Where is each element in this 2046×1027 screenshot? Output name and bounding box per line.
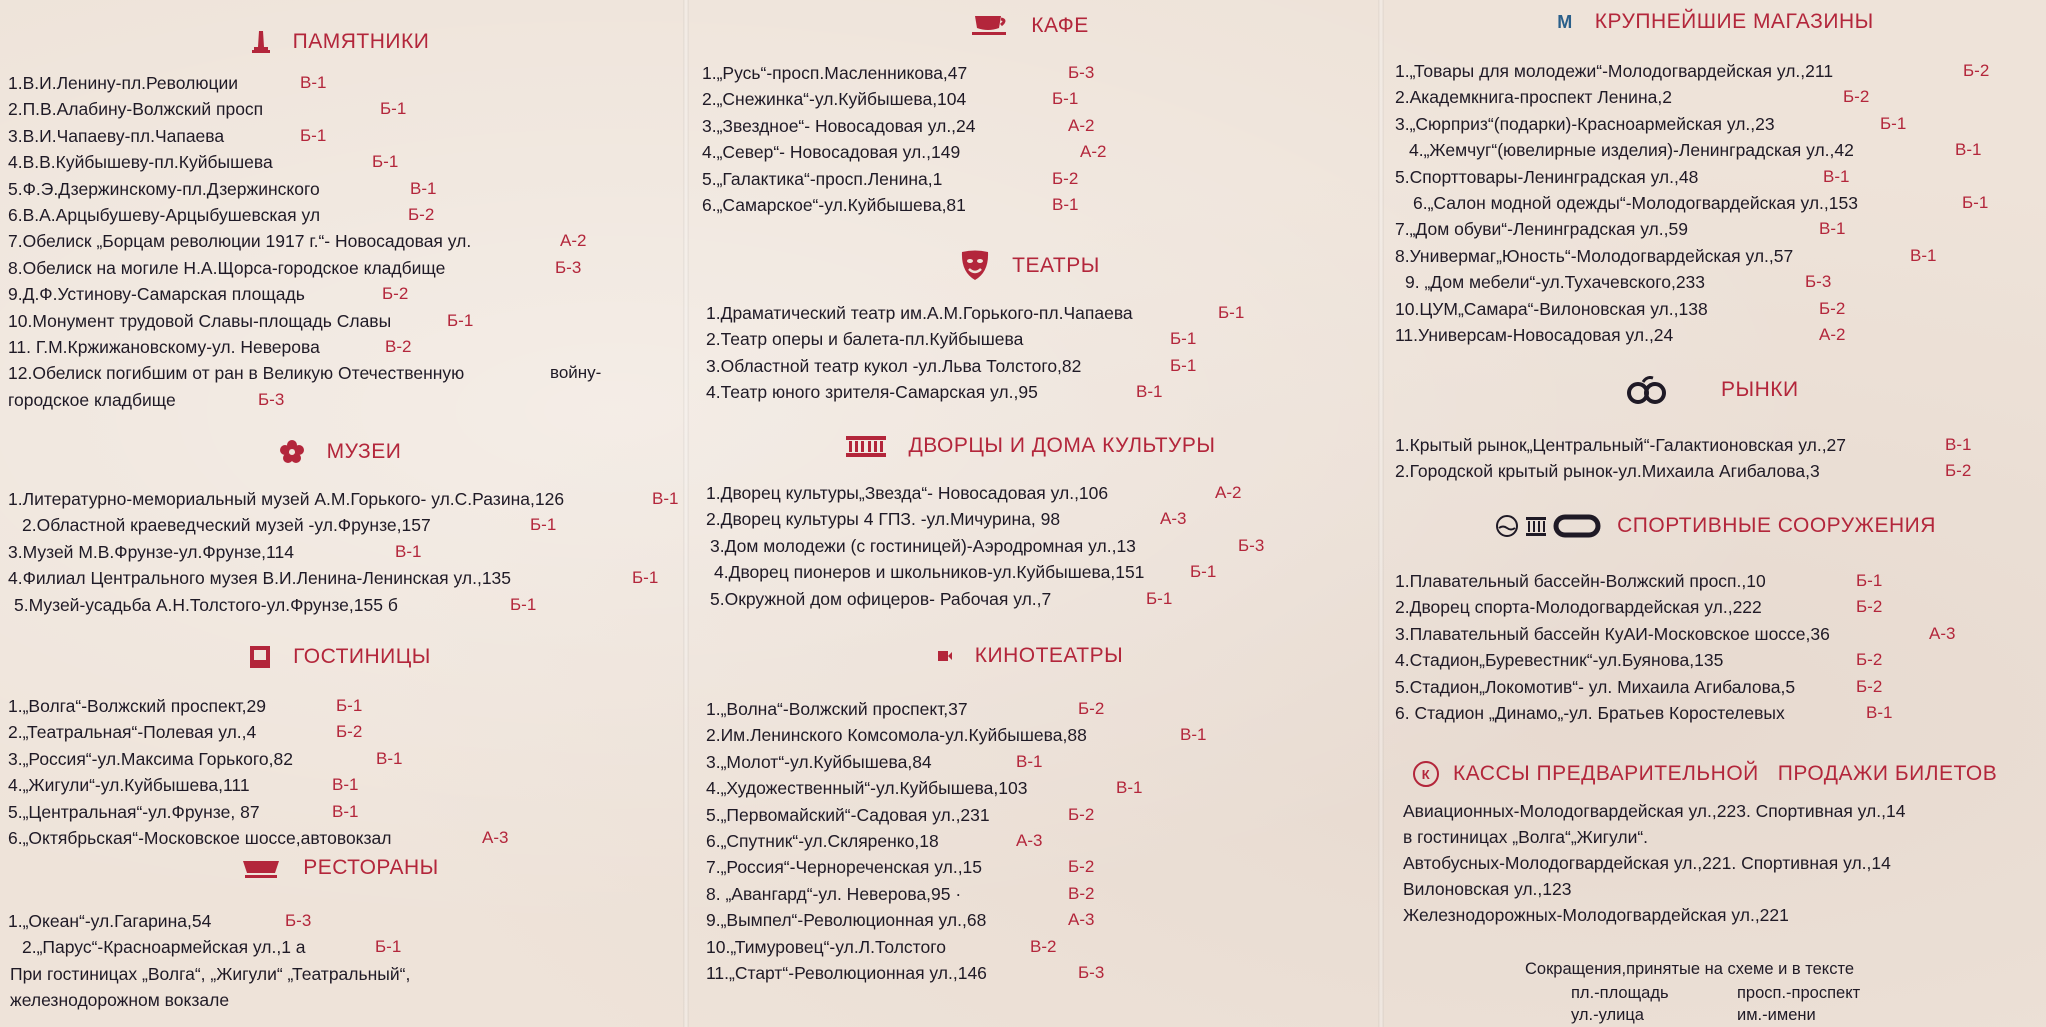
fruit-icon	[1625, 376, 1669, 404]
list-item	[0, 96, 680, 122]
grid-ref: Б-1	[530, 515, 557, 535]
section-title: ПАМЯТНИКИ	[292, 30, 430, 53]
fold-line-right	[1378, 0, 1384, 1027]
item-text: 5.Окружной дом офицеров- Рабочая ул.,7	[710, 588, 1052, 609]
list-item	[1385, 647, 2046, 673]
grid-ref: В-1	[1052, 194, 1079, 214]
tickets-line: Железнодорожных-Молодогвардейская ул.,221	[1403, 905, 1789, 925]
list-item	[1385, 621, 2046, 647]
list-item	[0, 70, 680, 96]
item-text: 3.Областной театр кукол -ул.Льва Толстого,82	[706, 355, 1082, 376]
item-text: 1.„Океан“-ул.Гагарина,54	[8, 911, 212, 931]
section-title: СПОРТИВНЫЕ СООРУЖЕНИЯ	[1617, 514, 1936, 537]
section-museums	[0, 432, 680, 618]
item-text: 7.„Россия“-Чернореченская ул.,15	[706, 857, 983, 878]
building-icon	[845, 434, 887, 458]
section-title: КИНОТЕАТРЫ	[974, 644, 1124, 667]
grid-ref: В-1	[395, 541, 422, 561]
grid-ref: Б-2	[336, 722, 363, 742]
item-text: 11.Универсам-Новосадовая ул.,24	[1395, 324, 1674, 345]
tickets-lines	[1385, 798, 2046, 928]
list-item	[1385, 322, 2046, 348]
grid-ref: Б-3	[285, 911, 312, 930]
item-text: 5.Стадион„Локомотив“- ул. Михаила Агибалова,5	[1395, 676, 1796, 697]
grid-ref: А-3	[1160, 509, 1187, 529]
list-item	[690, 775, 1370, 801]
list-item	[0, 334, 680, 360]
grid-ref: В-1	[1016, 751, 1043, 771]
item-text: 1.„Волна“-Волжский проспект,37	[706, 699, 968, 719]
grid-ref: Б-1	[632, 568, 659, 588]
list-item	[1385, 594, 2046, 620]
grid-ref: В-1	[1945, 435, 1972, 454]
item-text: 5.„Центральная“-ул.Фрунзе, 87	[8, 801, 260, 822]
grid-ref: А-2	[560, 231, 587, 251]
item-text: 3.„Россия“-ул.Максима Горького,82	[8, 748, 293, 769]
ticket-office-icon: К	[1413, 761, 1439, 787]
grid-ref: А-3	[1016, 830, 1043, 850]
section-title: КАФЕ	[1031, 14, 1089, 37]
grid-ref: Б-2	[1963, 61, 1990, 80]
tickets-line: в гостиницах „Волга“„Жигули“.	[1403, 827, 1649, 847]
list-item	[1385, 432, 2046, 458]
section-title: КАССЫ ПРЕДВАРИТЕЛЬНОЙ ПРОДАЖИ БИЛЕТОВ	[1453, 762, 1998, 785]
restaurants-note-1: При гостиницах „Волга“, „Жигули“ „Театральный“,	[10, 963, 411, 984]
list-item	[0, 228, 680, 254]
list-item	[0, 512, 680, 538]
grid-ref: А-2	[1080, 142, 1107, 162]
grid-ref: В-1	[652, 489, 679, 508]
grid-ref: В-1	[410, 178, 437, 198]
section-title: КРУПНЕЙШИЕ МАГАЗИНЫ	[1594, 10, 1874, 33]
list-item	[690, 696, 1370, 722]
grid-ref: Б-1	[1190, 562, 1217, 582]
item-text: 12.Обелиск погибшим от ран в Великую Отечественную	[8, 363, 465, 384]
section-header	[690, 636, 1370, 676]
grid-ref: Б-1	[1146, 588, 1173, 608]
grid-ref: Б-2	[1945, 461, 1972, 481]
section-cinemas	[690, 636, 1370, 986]
item-text: 5.Музей-усадьба А.Н.Толстого-ул.Фрунзе,155 б	[14, 594, 398, 615]
list-item	[1385, 243, 2046, 269]
grid-ref: Б-1	[447, 310, 474, 330]
grid-ref: Б-1	[372, 152, 399, 172]
item-text: 1.Плавательный бассейн-Волжский просп.,10	[1395, 571, 1766, 591]
metro-icon: М	[1557, 11, 1573, 32]
item-text: 7.Обелиск „Борцам революции 1917 г.“- Новосадовая ул.	[8, 231, 472, 252]
grid-ref: Б-3	[1238, 535, 1265, 555]
mask-icon	[960, 250, 990, 282]
item-text: 8.Универмаг„Юность“-Молодогвардейская ул.,57	[1395, 245, 1794, 266]
list-item	[690, 113, 1370, 139]
grid-ref: Б-1	[1170, 329, 1197, 349]
item-text: 2.П.В.Алабину-Волжский просп	[8, 99, 264, 120]
grid-ref: Б-2	[1819, 298, 1846, 318]
swimming-icon	[1495, 514, 1519, 538]
list-item	[0, 176, 680, 202]
list-item	[690, 86, 1370, 112]
list-item	[1385, 137, 2046, 163]
grid-ref: А-2	[1068, 115, 1095, 135]
section-monuments	[0, 22, 680, 413]
item-text: 9.„Вымпел“-Революционная ул.,68	[706, 910, 987, 931]
item-text: 5.Ф.Э.Дзержинскому-пл.Дзержинского	[8, 178, 320, 199]
item-text: 4.„Жемчуг“(ювелирные изделия)-Ленинградская ул.,42	[1409, 140, 1854, 161]
list-item	[690, 934, 1370, 960]
list-item	[0, 772, 680, 798]
item-text: 2.Театр оперы и балета-пл.Куйбышева	[706, 329, 1024, 350]
section-palaces	[690, 426, 1370, 612]
item-text: 3.„Молот“-ул.Куйбышева,84	[706, 751, 932, 772]
grid-ref: В-1	[1866, 702, 1893, 722]
item-text: городское кладбище	[8, 389, 176, 410]
list-item	[1385, 58, 2046, 84]
section-header	[690, 426, 1370, 466]
grid-ref: Б-1	[336, 696, 363, 715]
list-item	[0, 799, 680, 825]
section-hotels	[0, 637, 680, 851]
section-cafes	[690, 6, 1370, 218]
list-item	[0, 934, 680, 960]
list-item	[0, 592, 680, 618]
list-item	[690, 300, 1370, 326]
section-header	[0, 637, 680, 677]
item-text: 4.„Жигули“-ул.Куйбышева,111	[8, 775, 250, 796]
section-header	[0, 432, 680, 472]
restaurants-note-2: железнодорожном вокзале	[10, 989, 230, 1010]
item-text: 6.„Спутник“-ул.Скляренко,18	[706, 830, 939, 851]
item-text: 8.Обелиск на могиле Н.А.Щорса-городское кладбище	[8, 257, 446, 278]
list-item	[1385, 84, 2046, 110]
item-text: 5.Спорттовары-Ленинградская ул.,48	[1395, 166, 1699, 187]
list-item	[1385, 700, 2046, 726]
item-text: 1.„Волга“-Волжский проспект,29	[8, 696, 266, 716]
list-item	[690, 192, 1370, 218]
list-item	[0, 123, 680, 149]
item-text: 3.Плавательный бассейн КуАИ-Московское шоссе,36	[1395, 623, 1830, 644]
grid-ref: Б-1	[510, 594, 537, 614]
column-right	[1385, 0, 2046, 1027]
item-text: 5.„Галактика“-просп.Ленина,1	[702, 168, 943, 189]
list-item	[0, 149, 680, 175]
grid-ref: Б-1	[1170, 355, 1197, 375]
grid-ref: А-3	[482, 827, 509, 847]
item-text: 2.„Снежинка“-ул.Куйбышева,104	[702, 89, 967, 110]
list-item	[0, 281, 680, 307]
item-text: 8. „Авангард“-ул. Неверова,95 ·	[706, 883, 962, 904]
item-text: 1.Литературно-мемориальный музей А.М.Горького- ул.С.Разина,126	[8, 489, 565, 509]
grid-ref: Б-2	[1856, 597, 1883, 617]
list-item	[0, 539, 680, 565]
item-text: 10.Монумент трудовой Славы-площадь Славы	[8, 310, 392, 331]
item-text: 1.В.И.Ленину-пл.Революции	[8, 73, 239, 93]
item-text: 10.„Тимуровец“-ул.Л.Толстого	[706, 936, 946, 957]
tickets-line: Вилоновская ул.,123	[1403, 879, 1572, 899]
grid-ref: Б-2	[1856, 676, 1883, 696]
grid-ref: В-1	[332, 775, 359, 795]
grid-ref: Б-3	[555, 257, 582, 277]
item-text: 4.„Север“- Новосадовая ул.,149	[702, 142, 961, 163]
section-restaurants	[0, 848, 680, 1013]
list-item	[0, 719, 680, 745]
list-item	[1385, 269, 2046, 295]
grid-ref: войну-	[550, 363, 602, 383]
grid-ref: В-1	[1823, 166, 1850, 186]
item-text: 2.Областной краеведческий музей -ул.Фрунзе,157	[22, 515, 431, 536]
flower-icon	[279, 439, 305, 465]
item-text: 2.Дворец спорта-Молодогвардейская ул.,222	[1395, 597, 1762, 618]
grid-ref: Б-1	[1962, 192, 1989, 212]
list-item	[690, 506, 1370, 532]
camera-icon	[937, 649, 953, 663]
section-header	[0, 848, 680, 888]
list-item	[1385, 216, 2046, 242]
list-item	[690, 828, 1370, 854]
item-text: 2.Академкнига-проспект Ленина,2	[1395, 87, 1672, 108]
list-item	[0, 255, 680, 281]
grid-ref: Б-3	[258, 389, 285, 409]
abbreviations-title: Сокращения,принятые на схеме и в тексте	[1525, 960, 1855, 978]
list-item	[690, 854, 1370, 880]
list-item	[690, 166, 1370, 192]
section-title: ДВОРЦЫ И ДОМА КУЛЬТУРЫ	[908, 434, 1216, 457]
cup-icon	[971, 14, 1009, 38]
item-text: 6. Стадион „Динамо„-ул. Братьев Коростелевых	[1395, 702, 1785, 723]
item-text: 4.В.В.Куйбышеву-пл.Куйбышева	[8, 152, 273, 173]
grid-ref: Б-1	[380, 99, 407, 119]
list-item	[0, 308, 680, 334]
abbr-im: им.-имени	[1737, 1006, 1816, 1024]
grid-ref: В-1	[376, 748, 403, 768]
item-text: 4.„Художественный“-ул.Куйбышева,103	[706, 778, 1028, 799]
grid-ref: В-2	[385, 336, 412, 356]
grid-ref: В-1	[332, 801, 359, 821]
list-item	[690, 326, 1370, 352]
tickets-line: Автобусных-Молодогвардейская ул.,221. Спортивная ул.,14	[1403, 853, 1891, 873]
list-item	[1385, 458, 2046, 484]
item-text: 6.„Самарское“-ул.Куйбышева,81	[702, 194, 966, 215]
item-text: 2.„Парус“-Красноармейская ул.,1 а	[22, 937, 306, 958]
list-item	[1385, 674, 2046, 700]
section-title: ТЕАТРЫ	[1012, 254, 1100, 277]
item-text: 4.Филиал Центрального музея В.И.Ленина-Ленинская ул.,135	[8, 568, 512, 589]
grid-ref: А-3	[1068, 910, 1095, 930]
grid-ref: Б-1	[300, 125, 327, 145]
grid-ref: Б-2	[1078, 699, 1105, 718]
grid-ref: В-1	[1180, 725, 1207, 745]
item-text: 3.„Сюрприз“(подарки)-Красноармейская ул.,23	[1395, 113, 1775, 134]
list-item	[0, 746, 680, 772]
section-header	[1385, 370, 2046, 410]
section-header	[1385, 754, 2046, 794]
section-shops	[1385, 2, 2046, 348]
list-item	[0, 486, 680, 512]
section-title: РЫНКИ	[1721, 378, 1799, 401]
list-item	[690, 480, 1370, 506]
section-header	[1385, 2, 2046, 42]
list-item	[690, 60, 1370, 86]
grid-ref: Б-2	[1843, 87, 1870, 107]
list-item	[1385, 296, 2046, 322]
grid-ref: Б-2	[1068, 804, 1095, 824]
item-text: 10.ЦУМ„Самара“-Вилоновская ул.,138	[1395, 298, 1708, 319]
section-header	[690, 246, 1370, 286]
section-sports	[1385, 506, 2046, 726]
item-text: 1.Дворец культуры„Звезда“- Новосадовая ул.,106	[706, 483, 1109, 503]
item-text: 3.Дом молодежи (с гостиницей)-Аэродромная ул.,13	[710, 535, 1136, 556]
item-text: 6.„Салон модной одежды“-Молодогвардейская ул.,153	[1413, 192, 1858, 213]
list-item	[1385, 568, 2046, 594]
item-text: 2.„Театральная“-Полевая ул.,4	[8, 722, 257, 743]
item-text: 4.Театр юного зрителя-Самарская ул.,95	[706, 382, 1038, 403]
list-item	[690, 722, 1370, 748]
grid-ref: А-2	[1215, 483, 1242, 502]
list-item	[690, 533, 1370, 559]
bed-icon	[249, 645, 271, 669]
column-middle	[690, 0, 1370, 1027]
grid-ref: Б-1	[1052, 89, 1079, 109]
item-text: 11. Г.М.Кржижановскому-ул. Неверова	[8, 336, 320, 357]
list-item	[0, 202, 680, 228]
monument-icon	[251, 30, 271, 54]
grid-ref: Б-2	[1856, 650, 1883, 670]
list-item	[690, 353, 1370, 379]
list-item	[690, 586, 1370, 612]
section-header	[1385, 506, 2046, 546]
item-text: 2.Городской крытый рынок-ул.Михаила Агибалова,3	[1395, 461, 1820, 482]
item-text: 3.В.И.Чапаеву-пл.Чапаева	[8, 125, 225, 146]
grid-ref: Б-1	[375, 937, 402, 957]
list-item	[690, 749, 1370, 775]
grid-ref: В-2	[1030, 936, 1057, 956]
column-left	[0, 0, 680, 1027]
pool-icon	[1525, 515, 1547, 537]
grid-ref: А-3	[1929, 623, 1956, 643]
list-item	[1385, 190, 2046, 216]
grid-ref: В-1	[1136, 382, 1163, 402]
list-item	[690, 907, 1370, 933]
list-item	[690, 960, 1370, 986]
list-item	[0, 387, 680, 413]
item-text: 6.„Октябрьская“-Московское шоссе,автовокзал	[8, 827, 392, 848]
item-text: 4.Стадион„Буревестник“-ул.Буянова,135	[1395, 650, 1724, 671]
section-title: РЕСТОРАНЫ	[303, 856, 439, 879]
grid-ref: В-2	[1068, 883, 1095, 903]
item-text: 1.Драматический театр им.А.М.Горького-пл.Чапаева	[706, 303, 1133, 323]
grid-ref: Б-2	[382, 284, 409, 304]
list-item	[0, 565, 680, 591]
section-markets	[1385, 370, 2046, 485]
grid-ref: Б-2	[1068, 857, 1095, 877]
section-header	[0, 22, 680, 62]
grid-ref: Б-1	[1880, 113, 1907, 133]
list-item	[690, 881, 1370, 907]
bowl-icon	[241, 857, 281, 879]
section-theatres	[690, 246, 1370, 406]
item-text: 5.„Первомайский“-Садовая ул.,231	[706, 804, 990, 825]
item-text: 9. „Дом мебели“-ул.Тухачевского,233	[1405, 272, 1706, 293]
item-text: 4.Дворец пионеров и школьников-ул.Куйбышева,151	[714, 562, 1145, 583]
stadium-icon	[1553, 514, 1601, 538]
list-item	[0, 360, 680, 386]
tickets-line: Авиационных-Молодогвардейская ул.,223. Спортивная ул.,14	[1403, 801, 1906, 821]
section-header	[690, 6, 1370, 46]
item-text: 11.„Старт“-Революционная ул.,146	[706, 962, 987, 983]
grid-ref: В-1	[1819, 219, 1846, 239]
grid-ref: Б-2	[408, 204, 435, 224]
item-text: 7.„Дом обуви“-Ленинградская ул.,59	[1395, 219, 1688, 240]
item-text: 3.„Звездное“- Новосадовая ул.,24	[702, 115, 976, 136]
item-text: 9.Д.Ф.Устинову-Самарская площадь	[8, 284, 305, 305]
item-text: 2.Дворец культуры 4 ГПЗ. -ул.Мичурина, 98	[706, 509, 1061, 530]
grid-ref: В-1	[300, 73, 327, 92]
grid-ref: Б-1	[1856, 571, 1883, 590]
section-title: МУЗЕИ	[326, 440, 402, 463]
section-tickets	[1385, 754, 2046, 928]
list-item	[690, 802, 1370, 828]
fold-line-left	[683, 0, 689, 1027]
list-item	[690, 379, 1370, 405]
item-text: 6.В.А.Арцыбушеву-Арцыбушевская ул	[8, 204, 321, 225]
grid-ref: А-2	[1819, 324, 1846, 344]
grid-ref: Б-3	[1078, 962, 1105, 982]
item-text: 2.Им.Ленинского Комсомола-ул.Куйбышева,88	[706, 725, 1087, 746]
grid-ref: Б-2	[1052, 168, 1079, 188]
list-item	[0, 908, 680, 934]
list-item	[1385, 111, 2046, 137]
abbr-prosp: просп.-проспект	[1737, 984, 1861, 1002]
grid-ref: Б-3	[1068, 63, 1095, 82]
grid-ref: Б-1	[1218, 303, 1245, 322]
item-text: 1.Крытый рынок„Центральный“-Галактионовская ул.,27	[1395, 435, 1847, 455]
grid-ref: В-1	[1910, 245, 1937, 265]
list-item	[0, 693, 680, 719]
abbr-pl: пл.-площадь	[1571, 984, 1669, 1002]
list-item	[690, 139, 1370, 165]
grid-ref: Б-3	[1805, 272, 1832, 292]
grid-ref: В-1	[1955, 140, 1982, 160]
item-text: 1.„Товары для молодежи“-Молодогвардейская ул.,211	[1395, 61, 1834, 81]
section-title: ГОСТИНИЦЫ	[293, 645, 431, 668]
list-item	[1385, 164, 2046, 190]
list-item	[690, 559, 1370, 585]
item-text: 3.Музей М.В.Фрунзе-ул.Фрунзе,114	[8, 541, 294, 562]
item-text: 1.„Русь“-просп.Масленникова,47	[702, 63, 968, 83]
grid-ref: В-1	[1116, 778, 1143, 798]
abbr-ul: ул.-улица	[1571, 1006, 1644, 1024]
